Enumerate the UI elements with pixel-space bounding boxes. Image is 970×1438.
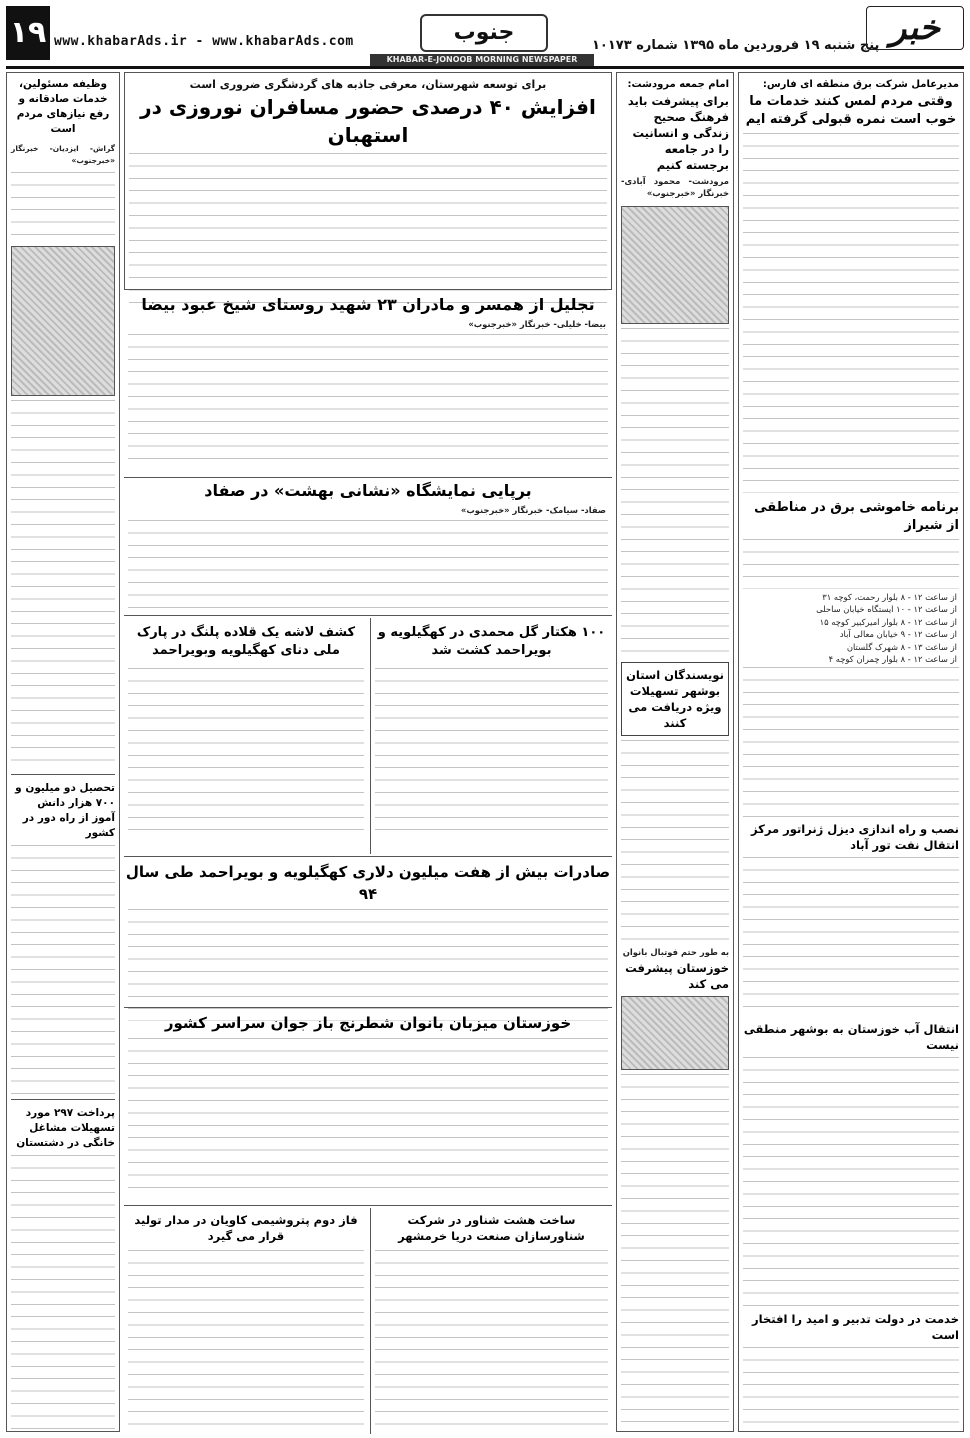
right-kicker-1: مدیرعامل شرکت برق منطقه ای فارس: [762, 79, 959, 90]
imam-byline: مرودشت- محمود آبادی- خبرنگار «خبرجنوب» [621, 176, 729, 199]
body-text [743, 133, 959, 493]
body-text [375, 1250, 608, 1430]
body-text [743, 857, 959, 1017]
body-text [11, 172, 115, 242]
story2-title: تجلیل از همسر و مادران ۲۳ شهید روستای شیخ عبود بیضا [141, 295, 595, 314]
body-text [621, 1074, 729, 1432]
body-text [621, 328, 729, 658]
body-text [129, 153, 607, 309]
right-title-3: نصب و راه اندازی دیزل ژنراتور مرکز انتقال نفت تور آباد [751, 822, 959, 853]
right-title-4: انتقال آب خوزستان به بوشهر منطقی نیست [743, 1022, 959, 1053]
imam-title: برای پیشرفت باید فرهنگ صحیح زندگی و انسانیت را در جامعه برجسته کنیم [627, 94, 729, 172]
story-exports [124, 856, 612, 1008]
story3-title: برپایی نمایشگاه «نشانی بهشت» در صفاد [204, 481, 532, 500]
body-text [128, 334, 608, 464]
right-title-2: برنامه خاموشی برق در مناطقی از شیراز [754, 500, 959, 533]
right-column [738, 72, 964, 1432]
imam-kicker: امام جمعه مرودشت: [627, 79, 729, 90]
football-title: خوزستان پیشرفت می کند [625, 961, 729, 992]
story-exhibition [124, 480, 612, 616]
body-text [743, 539, 959, 589]
story8-title: ساخت هشت شناور در شرکت شناورسازان صنعت دریا خرمشهر [398, 1213, 585, 1243]
body-text [375, 668, 608, 838]
left-column [6, 72, 120, 1432]
imam-column [616, 72, 734, 1432]
left-title-1: وظیفه مسئولین، خدمات صادقانه و رفع نیازهای مردم است [16, 78, 110, 135]
story3-byline: صفاد- سیامک- خبرنگار «خبرجنوب» [460, 505, 606, 515]
left-title-3: پرداخت ۲۹۷ مورد تسهیلات مشاغل خانگی در دشتستان [16, 1106, 115, 1149]
story-leopard [124, 618, 368, 854]
cleric-photo [11, 246, 115, 396]
body-text [128, 520, 608, 608]
story-petrochem [124, 1208, 368, 1434]
body-text [11, 400, 115, 770]
body-text [621, 740, 729, 940]
schedule-item: از ساعت ۱۲ - ۹ خیابان معالی آباد [839, 629, 957, 640]
body-text [128, 668, 364, 838]
writers-title: نویسندگان استان بوشهر تسهیلات ویژه دریافت می کنند [621, 662, 729, 736]
football-kicker: به طور حتم فوتبال بانوان [622, 946, 729, 957]
schedule-item: از ساعت ۱۲ - ۸ بلوار چمران کوچه ۴ [828, 654, 957, 665]
schedule-item: از ساعت ۱۲ - ۸ بلوار رحمت، کوچه ۳۱ [822, 592, 957, 602]
header-rule [6, 66, 964, 69]
story5-title: کشف لاشه یک قلاده پلنگ در پارک ملی دنای کهگیلویه وبویراحمد [136, 625, 356, 658]
right-title-1: وقتی مردم لمس کنند خدمات ما خوب است نمره قبولی گرفته ایم [745, 94, 957, 127]
body-text [128, 909, 608, 1021]
tagline: KHABAR-E-JONOOB MORNING NEWSPAPER [370, 54, 594, 66]
story-chess [124, 1010, 612, 1206]
body-text [743, 1057, 959, 1307]
left-byline-1: گراش- ایزدیان- خبرنگار «خبرجنوب» [11, 144, 115, 166]
body-text [128, 1250, 364, 1430]
story4-title: ۱۰۰ هکتار گل محمدی در کهگیلویه و بویراحمد کشت شد [377, 625, 606, 658]
dateline: پنج شنبه ۱۹ فروردین ماه ۱۳۹۵ شماره ۱۰۱۷۳ [592, 38, 880, 53]
page-number: ۱۹ [6, 6, 50, 60]
body-text [11, 1155, 115, 1432]
schedule-item: از ساعت ۱۲ - ۱۰ ایستگاه خیابان ساحلی [816, 604, 957, 615]
lead-kicker: برای توسعه شهرستان، معرفی جاذبه های گردشگری ضروری است [189, 78, 547, 91]
football-photo [621, 996, 729, 1070]
imam-photo [621, 206, 729, 324]
lead-story [124, 72, 612, 290]
schedule-item: از ساعت ۱۳ - ۸ شهرک گلستان [846, 641, 957, 652]
section-title: جنوب [420, 14, 548, 52]
masthead [0, 0, 970, 66]
body-text [743, 667, 959, 817]
story9-title: فاز دوم پتروشیمی کاویان در مدار تولید قرار می گیرد [134, 1213, 358, 1243]
story2-byline: بیضا- خلیلی- خبرنگار «خبرجنوب» [468, 319, 606, 329]
story7-title: خوزستان میزبان بانوان شطرنج باز جوان سراسر کشور [164, 1014, 572, 1032]
story6-title: صادرات بیش از هفت میلیون دلاری کهگیلویه و بویراحمد طی سال ۹۴ [125, 863, 611, 903]
story-vessels [370, 1208, 612, 1434]
body-text [11, 845, 115, 1095]
newspaper-logo: خبر [866, 6, 964, 50]
lead-title: افزایش ۴۰ درصدی حضور مسافران نوروزی در استهبان [140, 95, 596, 147]
site-url[interactable]: www.khabarAds.ir - www.khabarAds.com [54, 34, 354, 49]
left-title-2: تحصیل دو میلیون و ۷۰۰ هزار دانش آموز از راه دور در کشور [15, 781, 115, 839]
outage-schedule [739, 591, 963, 665]
story-martyrs [124, 292, 612, 478]
right-title-5: خدمت در دولت تدبیر و امید را افتخار است [752, 1312, 959, 1343]
schedule-item: از ساعت ۱۲ - ۸ بلوار امیرکبیر کوچه ۱۵ [819, 616, 957, 627]
body-text [743, 1347, 959, 1432]
body-text [128, 1038, 608, 1198]
story-flowers [370, 618, 612, 854]
